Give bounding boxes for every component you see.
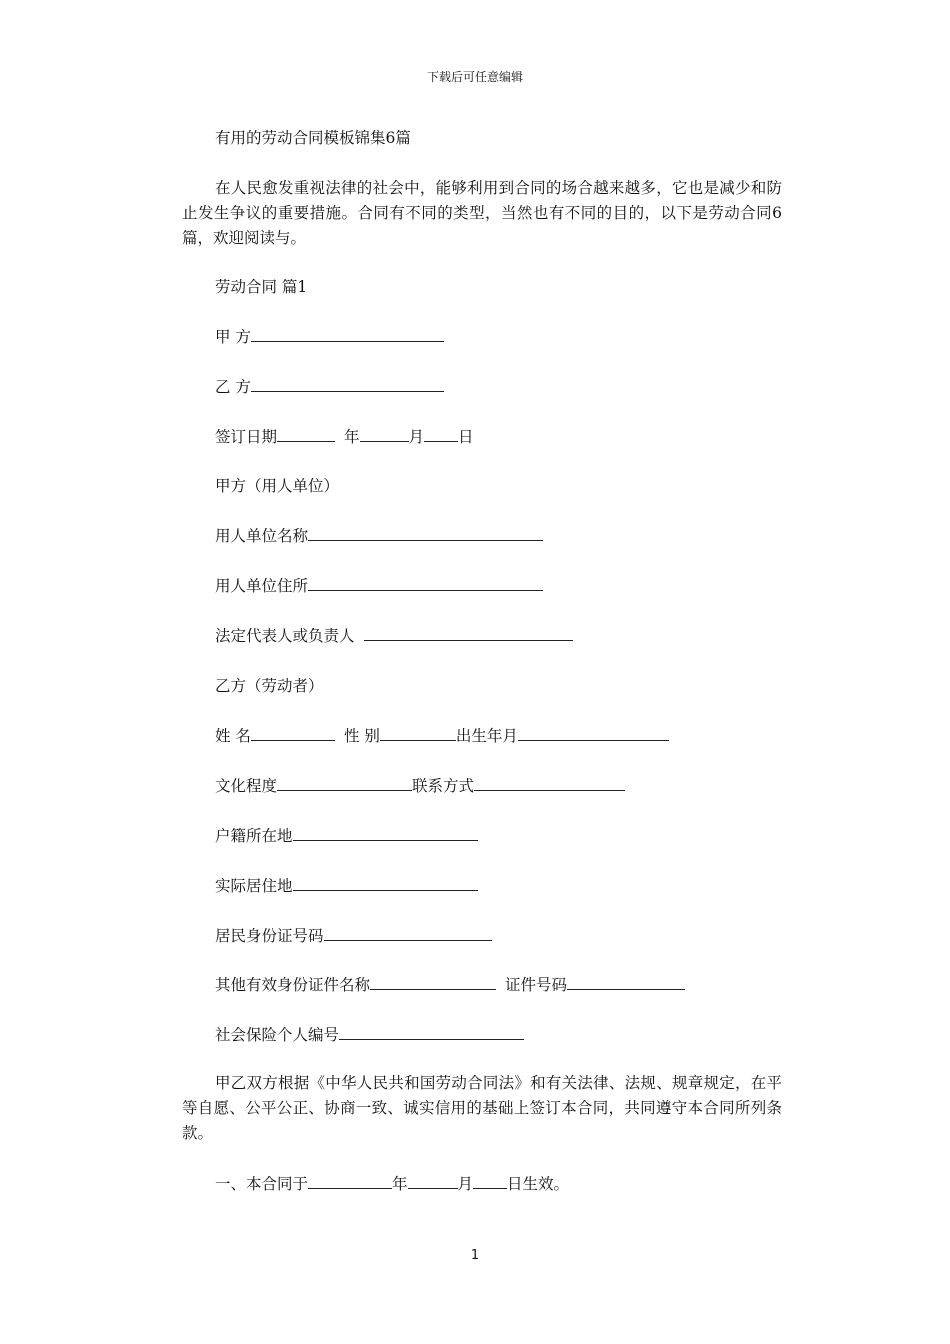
agreement-paragraph: 甲乙双方根据《中华人民共和国劳动合同法》和有关法律、法规、规章规定，在平等自愿、公平公正、协商一致、诚实信用的基础上签订本合同，共同遵守本合同所列条款。 (182, 1074, 782, 1142)
sign-date-field (215, 427, 474, 447)
clause-1-year-blank[interactable] (308, 1174, 392, 1189)
sign-date-label: 签订日期 (215, 428, 278, 446)
id-number-blank[interactable] (324, 926, 492, 941)
contact-blank[interactable] (474, 776, 625, 791)
contact-label: 联系方式 (412, 777, 475, 795)
employer-name-field (215, 526, 543, 546)
employer-heading: 甲方（用人单位） (215, 477, 340, 495)
other-id-label: 其他有效身份证件名称 (215, 976, 371, 994)
social-security-label: 社会保险个人编号 (215, 1026, 340, 1044)
year-label: 年 (344, 428, 360, 446)
sign-month-blank[interactable] (360, 427, 409, 442)
party-b-field (215, 377, 444, 397)
month-label: 月 (408, 428, 425, 446)
clause-1-month-label: 月 (457, 1175, 474, 1193)
residence-blank[interactable] (293, 876, 478, 891)
birth-label: 出生年月 (455, 727, 518, 745)
name-gender-birth-field (215, 726, 669, 746)
legal-rep-label: 法定代表人或负责人 (215, 627, 355, 645)
clause-1-day-blank[interactable] (473, 1174, 507, 1189)
party-b-label: 乙 方 (215, 378, 251, 396)
name-blank[interactable] (251, 726, 335, 741)
social-security-blank[interactable] (339, 1025, 524, 1040)
household-field (215, 826, 478, 846)
gender-blank[interactable] (380, 726, 456, 741)
social-security-field (215, 1025, 524, 1045)
cert-number-label: 证件号码 (505, 976, 568, 994)
residence-field (215, 876, 478, 896)
clause-1-prefix: 一、本合同于 (215, 1175, 309, 1193)
education-contact-field (215, 776, 625, 796)
other-id-field (215, 975, 685, 995)
id-number-label: 居民身份证号码 (215, 927, 324, 945)
sign-year-blank[interactable] (277, 427, 335, 442)
household-label: 户籍所在地 (215, 827, 293, 845)
section-heading: 劳动合同 篇1 (215, 278, 308, 296)
intro-paragraph: 在人民愈发重视法律的社会中，能够利用到合同的场合越来越多，它也是减少和防止发生争议的重要措施。合同有不同的类型，当然也有不同的目的，以下是劳动合同6篇，欢迎阅读与。 (182, 179, 782, 247)
clause-1-month-blank[interactable] (408, 1174, 458, 1189)
party-a-blank[interactable] (251, 327, 444, 342)
employer-address-label: 用人单位住所 (215, 577, 309, 595)
clause-1 (215, 1174, 569, 1194)
legal-rep-blank[interactable] (364, 626, 573, 641)
page-header: 下载后可任意编辑 (426, 70, 523, 84)
education-label: 文化程度 (215, 777, 278, 795)
other-id-blank[interactable] (370, 975, 496, 990)
gender-label: 性 别 (343, 727, 380, 745)
party-a-label: 甲 方 (215, 328, 251, 346)
name-label: 姓 名 (215, 727, 251, 745)
employee-heading: 乙方（劳动者） (215, 677, 324, 695)
employer-address-blank[interactable] (308, 576, 543, 591)
legal-rep-field (215, 626, 573, 646)
id-number-field (215, 926, 492, 946)
education-blank[interactable] (277, 776, 412, 791)
party-a-field (215, 327, 444, 347)
employer-name-label: 用人单位名称 (215, 527, 309, 545)
page-number: 1 (470, 1248, 480, 1263)
cert-number-blank[interactable] (567, 975, 685, 990)
clause-1-suffix: 日生效。 (507, 1175, 570, 1193)
household-blank[interactable] (293, 826, 478, 841)
party-b-blank[interactable] (251, 377, 444, 392)
birth-blank[interactable] (518, 726, 669, 741)
residence-label: 实际居住地 (215, 877, 293, 895)
day-label: 日 (458, 428, 474, 446)
clause-1-year-label: 年 (392, 1175, 408, 1193)
document-title: 有用的劳动合同模板锦集6篇 (215, 129, 411, 147)
sign-day-blank[interactable] (424, 427, 458, 442)
employer-address-field (215, 576, 543, 596)
employer-name-blank[interactable] (308, 526, 543, 541)
